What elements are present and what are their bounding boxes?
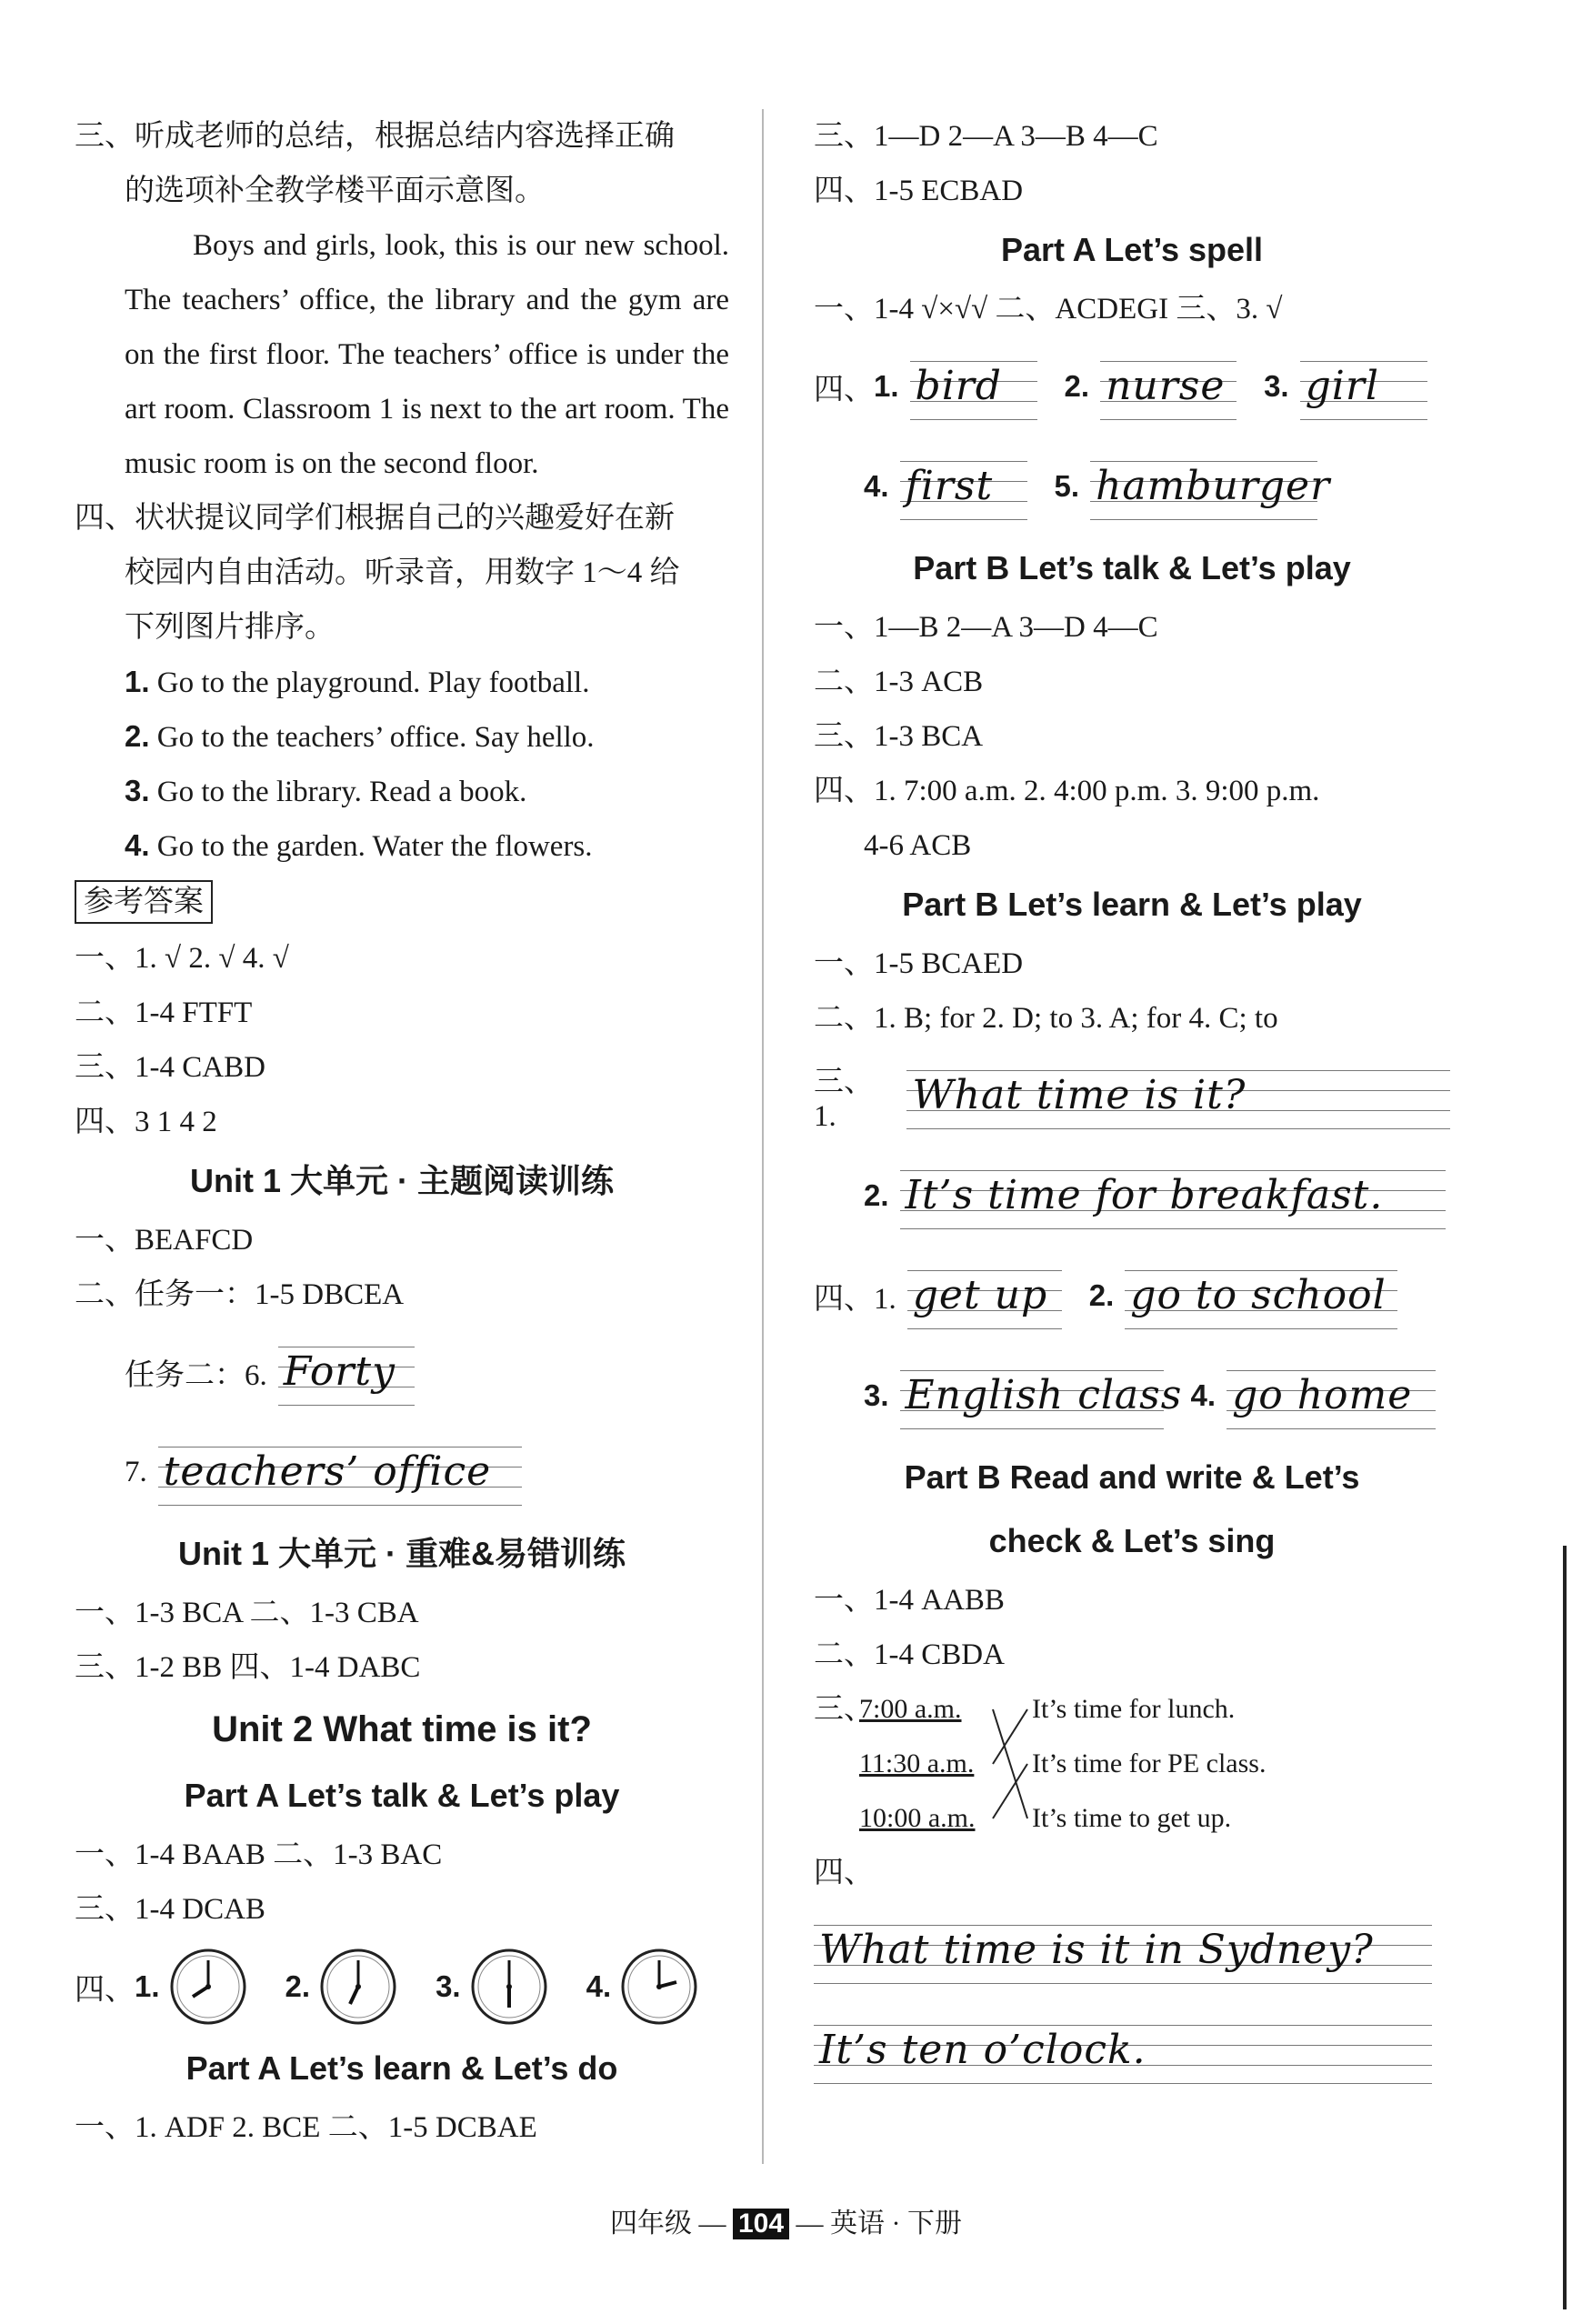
- clock-icon: [618, 1946, 700, 2028]
- handwriting-box: get up: [907, 1259, 1062, 1332]
- part-a-talk-heading: Part A Let’s talk & Let’s play: [184, 1777, 620, 1814]
- section-3-title: 三、听成老师的总结，根据总结内容选择正确: [75, 120, 675, 153]
- answer-line: 一、1-4 BAAB 二、1-3 BAC: [75, 1838, 443, 1871]
- handwriting-box: What time is it in Sydney?: [814, 1914, 1432, 1987]
- answer-line: 4-6 ACB: [864, 829, 972, 862]
- answer-line: 二、1-4 FTFT: [75, 997, 253, 1029]
- handwriting-box: nurse: [1100, 350, 1237, 423]
- sentence-item: 2. Go to the teachers’ office. Say hello.: [125, 719, 595, 754]
- page-number: 104: [733, 2209, 789, 2239]
- listening-passage: [75, 218, 729, 491]
- task2-row: 任务二：6. Forty: [75, 1322, 729, 1422]
- unit1-hard-heading: Unit 1 大单元 · 重难&易错训练: [178, 1535, 626, 1572]
- answer-line: 一、BEAFCD: [75, 1224, 254, 1257]
- part-b-learn-heading: Part B Let’s learn & Let’s play: [902, 886, 1362, 923]
- answer-line: 二、1-3 ACB: [814, 666, 984, 698]
- sentence-item: 1. Go to the playground. Play football.: [125, 665, 590, 699]
- handwriting-box: go to school: [1125, 1259, 1397, 1332]
- part-a-spell-heading: Part A Let’s spell: [1000, 231, 1264, 268]
- handwriting-box: Forty: [278, 1336, 415, 1408]
- footer-grade: 四年级: [609, 2209, 692, 2239]
- section-3-title-cont: 的选项补全教学楼平面示意图。: [125, 175, 545, 207]
- handwriting-box: girl: [1300, 350, 1427, 423]
- answer-line: 三、1-3 BCA: [814, 720, 984, 753]
- sentence-item: 4. Go to the garden. Water the flowers.: [125, 828, 593, 863]
- sentence-write-row-1: 三、1. What time is it?: [814, 1046, 1450, 1146]
- handwriting-box: go home: [1227, 1359, 1436, 1432]
- handwriting-box: What time is it?: [906, 1059, 1450, 1132]
- match-row: 10:00 a.m. It’s time to get up.: [859, 1803, 1232, 1833]
- matching-block: 三、 7:00 a.m. It’s time for lunch. 11:30 a.m. It’s time for PE class. 10:00 a.m. It’s time to get up.: [814, 1682, 1450, 1846]
- unit2-heading: Unit 2 What time is it?: [212, 1709, 592, 1749]
- handwriting-box: It’s time for breakfast.: [900, 1159, 1446, 1232]
- reference-answer-label: 参考答案: [75, 880, 213, 924]
- reference-answer-label-row: [75, 873, 729, 931]
- answer-line: 四、1-5 ECBAD: [814, 175, 1024, 207]
- part-b-read-heading: Part B Read and write & Let’s: [904, 1458, 1360, 1496]
- answer-line: 一、1-5 BCAED: [814, 947, 1024, 980]
- final-sentence-row-2: [814, 2000, 1450, 2100]
- spell-row-1: 四、 1. bird 2. nurse 3. girl: [814, 336, 1450, 436]
- clock-icon: [317, 1946, 399, 2028]
- clock-icon: [468, 1946, 550, 2028]
- part-b-read-heading-cont: check & Let’s sing: [988, 1522, 1276, 1559]
- final-sentence-row-1: [814, 1900, 1450, 2000]
- handwriting-box: first: [900, 450, 1027, 523]
- right-column: [814, 109, 1450, 2100]
- handwriting-box: bird: [910, 350, 1037, 423]
- answer-line: 一、1. √ 2. √ 4. √: [75, 942, 289, 975]
- answer-line: 一、1. ADF 2. BCE 二、1-5 DCBAE: [75, 2111, 537, 2144]
- footer-subject: 英语 · 下册: [830, 2209, 963, 2239]
- part-b-talk-heading: Part B Let’s talk & Let’s play: [913, 549, 1351, 586]
- part-a-learn-heading: Part A Let’s learn & Let’s do: [185, 2049, 618, 2087]
- matching-lines: [991, 1682, 1046, 1846]
- answer-line: 二、任务一：1-5 DBCEA: [75, 1278, 405, 1311]
- unit1-reading-heading: Unit 1 大单元 · 主题阅读训练: [190, 1162, 614, 1199]
- section-4-title: 四、状状提议同学们根据自己的兴趣爱好在新: [75, 502, 675, 535]
- section-4-title-cont: 校园内自由活动。听录音，用数字 1～4 给: [125, 556, 680, 589]
- spell-row-2: 4. first 5. hamburger: [814, 436, 1450, 536]
- section-4-label: 四、: [814, 1857, 874, 1889]
- handwriting-box: teachers’ office: [158, 1436, 522, 1508]
- column-divider: [762, 109, 764, 2164]
- answer-line: 一、1-4 √×√√ 二、ACDEGI 三、3. √: [814, 293, 1283, 326]
- handwriting-box: It’s ten o’clock.: [814, 2014, 1432, 2087]
- q7-row: 7. teachers’ office: [75, 1422, 729, 1522]
- handwriting-box: English class: [900, 1359, 1164, 1432]
- answer-line: 一、1-3 BCA 二、1-3 CBA: [75, 1597, 419, 1629]
- answer-line: 三、1-2 BB 四、1-4 DABC: [75, 1651, 421, 1684]
- page-edge: [1563, 1546, 1567, 2309]
- phrase-row-1: 四、1. get up 2. go to school: [814, 1246, 1450, 1346]
- answer-line: 一、1—B 2—A 3—D 4—C: [814, 611, 1158, 644]
- answer-line: 三、1—D 2—A 3—B 4—C: [814, 120, 1158, 153]
- answer-line: 三、1-4 DCAB: [75, 1893, 265, 1926]
- left-column: [75, 109, 729, 2155]
- answer-line: 四、1. 7:00 a.m. 2. 4:00 p.m. 3. 9:00 p.m.: [814, 775, 1320, 807]
- match-row: 11:30 a.m. It’s time for PE class.: [859, 1748, 1267, 1778]
- sentence-item: 3. Go to the library. Read a book.: [125, 774, 527, 808]
- answer-line: 一、1-4 AABB: [814, 1584, 1005, 1617]
- answer-line: 四、3 1 4 2: [75, 1106, 217, 1138]
- section-4-title-cont2: 下列图片排序。: [125, 611, 335, 644]
- passage-text: Boys and girls, look, this is our new school. The teachers’ office, the library and the gym are on the first floor. The teachers’ office is under the art room. Classroom 1 is next to the art room. The music room is on the second floor.: [125, 229, 729, 480]
- page-footer: 四年级 — 104 — 英语 · 下册: [609, 2209, 963, 2239]
- match-row: 7:00 a.m. It’s time for lunch.: [859, 1694, 1236, 1724]
- sentence-write-row-2: 2. It’s time for breakfast.: [814, 1146, 1450, 1246]
- answer-line: 二、1. B; for 2. D; to 3. A; for 4. C; to: [814, 1002, 1278, 1035]
- answer-line: 二、1-4 CBDA: [814, 1638, 1005, 1671]
- handwriting-box: hamburger: [1090, 450, 1317, 523]
- clock-icon: [167, 1946, 249, 2028]
- phrase-row-2: 3. English class 4. go home: [814, 1346, 1450, 1446]
- answer-line: 三、1-4 CABD: [75, 1051, 265, 1084]
- clock-row: 四、 1. 2. 3. 4.: [75, 1937, 729, 2037]
